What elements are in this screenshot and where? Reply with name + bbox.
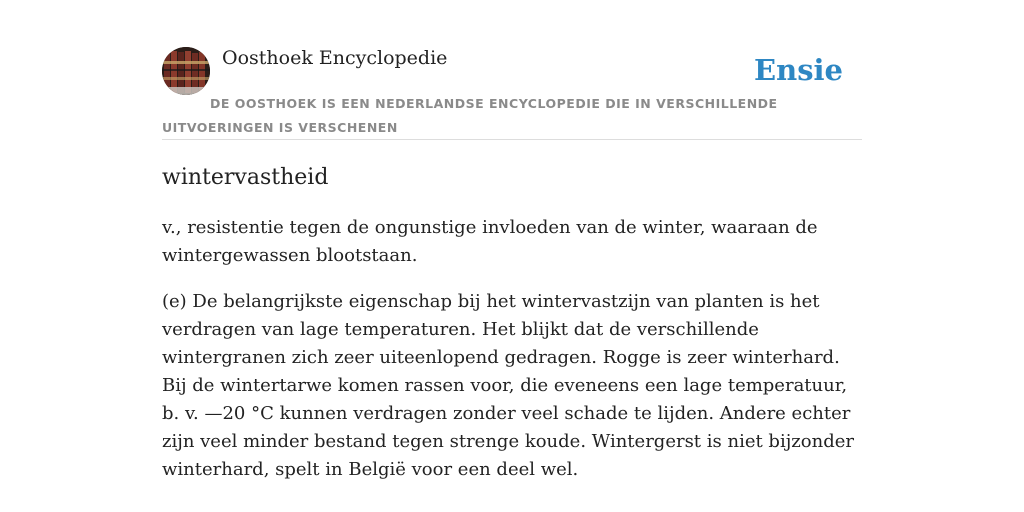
entry-content <box>162 162 862 502</box>
brand-logo[interactable]: Ensie <box>754 53 843 87</box>
site-tagline: DE OOSTHOEK IS EEN NEDERLANDSE ENCYCLOPEDIE DIE IN VERSCHILLENDE UITVOERINGEN IS VERSCHENEN <box>162 96 778 135</box>
site-title[interactable]: Oosthoek Encyclopedie <box>222 47 448 69</box>
site-header <box>162 46 862 140</box>
entry-paragraph: (e) De belangrijkste eigenschap bij het wintervastzijn van planten is het verdragen van lage temperaturen. Het blijkt dat de verschillende wintergranen zich zeer uiteenlopend gedragen. Rogge is zeer winterhard. Bij de wintertarwe komen rassen voor, die eveneens een lage temperatuur, b. v. —20 °C kunnen verdragen zonder veel schade te lijden. Andere echter zijn veel minder bestand tegen strenge koude. Wintergerst is niet bijzonder winterhard, spelt in België voor een deel wel. <box>162 291 854 480</box>
entry-paragraph: v., resistentie tegen de ongunstige invloeden van de winter, waaraan de wintergewassen blootstaan. <box>162 217 818 266</box>
entry-title: wintervastheid <box>162 165 329 190</box>
book-spines-icon[interactable] <box>162 47 210 95</box>
